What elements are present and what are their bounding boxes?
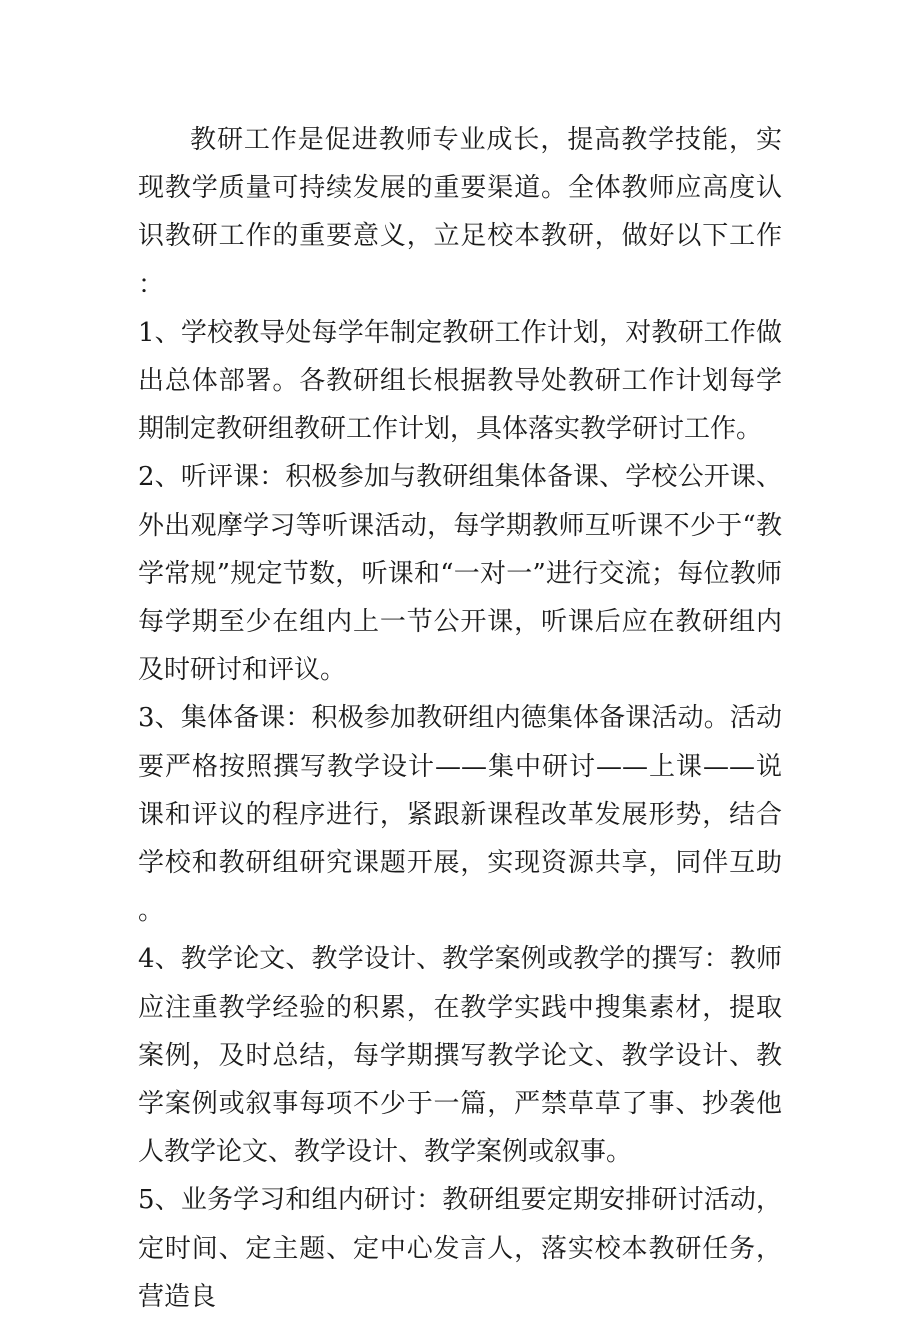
paragraph-item-2: 2、听评课：积极参加与教研组集体备课、学校公开课、外出观摩学习等听课活动，每学期教师互听课不少于“教学常规”规定节数，听课和“一对一”进行交流；每位教师每学期至少在组内上一节公开课，听课后应在教研组内及时研讨和评议。 — [138, 462, 782, 686]
paragraph-item-4: 4、教学论文、教学设计、教学案例或教学的撰写：教师应注重教学经验的积累，在教学实践中搜集素材，提取案例，及时总结，每学期撰写教学论文、教学设计、教学案例或叙事每项不少于一篇，严禁草草了事、抄袭他人教学论文、教学设计、教学案例或叙事。 — [138, 944, 782, 1168]
paragraph-item-1: 1、学校教导处每学年制定教研工作计划，对教研工作做出总体部署。各教研组长根据教导处教研工作计划每学期制定教研组教研工作计划，具体落实教学研讨工作。 — [138, 317, 782, 445]
paragraph-item-3: 3、集体备课：积极参加教研组内德集体备课活动。活动要严格按照撰写教学设计——集中研讨——上课——说课和评议的程序进行，紧跟新课程改革发展形势，结合学校和教研组研究课题开展，实现资源共享，同伴互助。 — [138, 703, 782, 927]
paragraph-intro: 教研工作是促进教师专业成长，提高教学技能，实现教学质量可持续发展的重要渠道。全体教师应高度认识教研工作的重要意义，立足校本教研，做好以下工作： — [138, 125, 782, 300]
document-page — [138, 116, 782, 1321]
paragraph-item-5: 5、业务学习和组内研讨：教研组要定期安排研讨活动，定时间、定主题、定中心发言人，落实校本教研任务，营造良 — [138, 1185, 782, 1312]
